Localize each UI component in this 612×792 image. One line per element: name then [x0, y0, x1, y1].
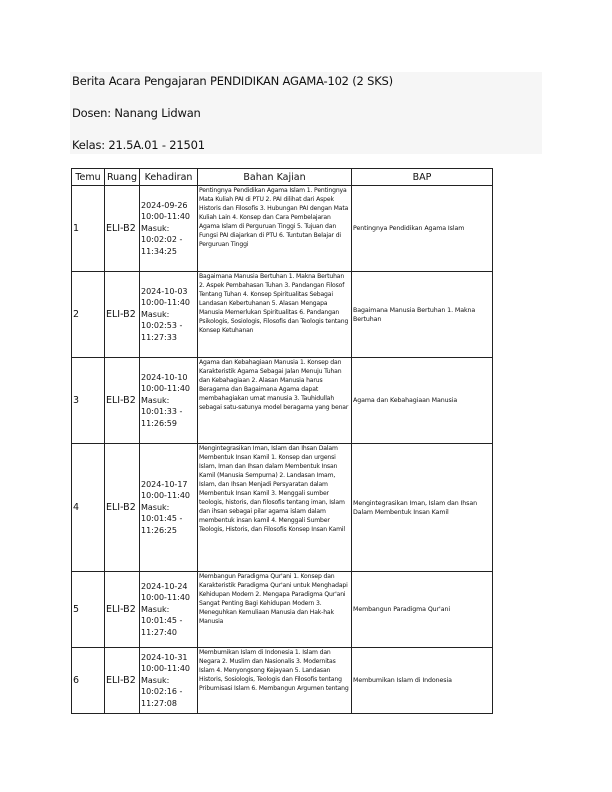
- kehadiran-date: 2024-10-10: [141, 372, 188, 382]
- kehadiran-out: 11:26:59: [141, 418, 177, 428]
- cell-ruang: ELI-B2: [105, 444, 140, 572]
- kehadiran-out: 11:26:25: [141, 525, 177, 535]
- kehadiran-slot: 10:00-11:40: [141, 664, 190, 674]
- cell-bahan-kajian: [198, 186, 352, 272]
- kehadiran-in: 10:02:16 -: [141, 687, 183, 697]
- kajian-text: Membangun Paradigma Qur'ani 1. Konsep dan Karakteristik Paradigma Qur'ani untuk Menghadapi Kehidupan Modern 2. Mengapa Paradigma Qur'ani Sangat Penting Bagi Kehidupan Modern 3. Meneguhkan Kemuliaan Manusia dan Hak-hak Manusia: [199, 573, 348, 625]
- cell-bap: Membumikan Islam di Indonesia: [352, 648, 493, 714]
- kajian-text: Pentingnya Pendidikan Agama Islam 1. Pentingnya Mata Kuliah PAI di PTU 2. PAI dilihat dari Aspek Historis dan Filosofis 3. Hubungan PAI dengan Mata Kuliah Lain 4. Konsep dan Cara Pembelajaran Agama Islam di Perguruan Tinggi 5. Tujuan dan Fungsi PAI diajarkan di PTU 6. Tuntutan Belajar di Perguruan Tinggi: [199, 187, 349, 248]
- cell-kehadiran: [140, 186, 198, 272]
- kehadiran-in: 10:02:53 -: [141, 321, 183, 331]
- cell-ruang: ELI-B2: [105, 572, 140, 648]
- kehadiran-label: Masuk:: [141, 309, 170, 319]
- cell-temu: 5: [72, 572, 105, 648]
- column-header-kehadiran: Kehadiran: [140, 169, 198, 186]
- kehadiran-label: Masuk:: [141, 502, 170, 512]
- cell-bahan-kajian: [198, 648, 352, 714]
- kehadiran-label: Masuk:: [141, 675, 170, 685]
- column-header-temu: Temu: [72, 169, 105, 186]
- table-row: [72, 648, 493, 714]
- kehadiran-out: 11:27:08: [141, 698, 177, 708]
- cell-ruang: ELI-B2: [105, 186, 140, 272]
- table-row: [72, 186, 493, 272]
- kehadiran-out: 11:27:40: [141, 627, 177, 637]
- table-row: [72, 272, 493, 358]
- kehadiran-slot: 10:00-11:40: [141, 384, 190, 394]
- kehadiran-date: 2024-10-31: [141, 652, 188, 662]
- cell-kehadiran: [140, 272, 198, 358]
- cell-bahan-kajian: [198, 358, 352, 444]
- column-header-bahan-kajian: Bahan Kajian: [198, 169, 352, 186]
- table-row: [72, 444, 493, 572]
- column-header-ruang: Ruang: [105, 169, 140, 186]
- cell-bahan-kajian: [198, 572, 352, 648]
- table-row: [72, 572, 493, 648]
- cell-bahan-kajian: [198, 272, 352, 358]
- cell-ruang: ELI-B2: [105, 358, 140, 444]
- cell-bap: Agama dan Kebahagiaan Manusia: [352, 358, 493, 444]
- kehadiran-in: 10:01:45 -: [141, 616, 183, 626]
- cell-temu: 4: [72, 444, 105, 572]
- cell-kehadiran: [140, 572, 198, 648]
- kehadiran-slot: 10:00-11:40: [141, 593, 190, 603]
- cell-kehadiran: [140, 358, 198, 444]
- kehadiran-label: Masuk:: [141, 223, 170, 233]
- kehadiran-out: 11:27:33: [141, 332, 177, 342]
- cell-bap: Pentingnya Pendidikan Agama Islam: [352, 186, 493, 272]
- class-line: Kelas: 21.5A.01 - 21501: [72, 138, 205, 152]
- table-row: [72, 358, 493, 444]
- document-title: Berita Acara Pengajaran PENDIDIKAN AGAMA-102 (2 SKS): [72, 74, 393, 88]
- kehadiran-slot: 10:00-11:40: [141, 212, 190, 222]
- kehadiran-slot: 10:00-11:40: [141, 491, 190, 501]
- cell-temu: 1: [72, 186, 105, 272]
- kehadiran-date: 2024-09-26: [141, 200, 188, 210]
- cell-ruang: ELI-B2: [105, 648, 140, 714]
- kehadiran-slot: 10:00-11:40: [141, 298, 190, 308]
- column-header-bap: BAP: [352, 169, 493, 186]
- lecturer-line: Dosen: Nanang Lidwan: [72, 106, 201, 120]
- cell-kehadiran: [140, 648, 198, 714]
- kehadiran-label: Masuk:: [141, 604, 170, 614]
- attendance-table: [71, 168, 493, 714]
- kehadiran-date: 2024-10-17: [141, 479, 188, 489]
- cell-kehadiran: [140, 444, 198, 572]
- kehadiran-in: 10:02:02 -: [141, 235, 183, 245]
- cell-ruang: ELI-B2: [105, 272, 140, 358]
- kajian-text: Bagaimana Manusia Bertuhan 1. Makna Bertuhan 2. Aspek Pembahasan Tuhan 3. Pandangan Filosof Tentang Tuhan 4. Konsep Spiritualitas Sebagai Landasan Kebertuhanan 5. Alasan Mengapa Manusia Memerlukan Spiritualitas 6. Pandangan Psikologis, Sosiologis, Filosofis dan Teologis tentang Konsep Ketuhanan: [199, 273, 349, 334]
- cell-temu: 2: [72, 272, 105, 358]
- kehadiran-date: 2024-10-24: [141, 581, 188, 591]
- kehadiran-in: 10:01:33 -: [141, 407, 183, 417]
- table-header-row: [72, 169, 493, 186]
- cell-temu: 6: [72, 648, 105, 714]
- kehadiran-label: Masuk:: [141, 395, 170, 405]
- cell-bap: Bagaimana Manusia Bertuhan 1. Makna Bertuhan: [352, 272, 493, 358]
- cell-bap: Membangun Paradigma Qur'ani: [352, 572, 493, 648]
- kehadiran-in: 10:01:45 -: [141, 514, 183, 524]
- cell-bahan-kajian: [198, 444, 352, 572]
- kajian-text: Membumikan Islam di Indonesia 1. Islam dan Negara 2. Muslim dan Nasionalis 3. Modernitas Islam 4. Menyongsong Kejayaan 5. Landasan Historis, Sosiologis, Teologis dan Filosofis tentang Pribumisasi Islam 6. Membangun Argumen tentang: [199, 649, 349, 692]
- kehadiran-out: 11:34:25: [141, 246, 177, 256]
- kajian-text: Mengintegrasikan Iman, Islam dan Ihsan Dalam Membentuk Insan Kamil 1. Konsep dan urgensi Islam, Iman dan Ihsan dalam Membentuk Insan Kamil (Manusia Sempurna) 2. Landasan Imam, Islam, dan Ihsan Menjadi Persyaratan dalam Membentuk Insan Kamil 3. Menggali sumber teologis, historis, dan filosofis tentang iman, Islam dan ihsan sebagai pilar agama islam dalam membentuk insan kamil 4. Menggali Sumber Teologis, Historis, dan Filosofis Konsep Insan Kamil: [199, 445, 345, 533]
- cell-temu: 3: [72, 358, 105, 444]
- cell-bap: Mengintegrasikan Iman, Islam dan Ihsan Dalam Membentuk Insan Kamil: [352, 444, 493, 572]
- kehadiran-date: 2024-10-03: [141, 286, 188, 296]
- kajian-text: Agama dan Kebahagiaan Manusia 1. Konsep dan Karakteristik Agama Sebagai Jalan Menuju Tuhan dan Kebahagiaan 2. Alasan Manusia harus Beragama dan Bagaimana Agama dapat membahagiakan umat manusia 3. Tauhidullah sebagai satu-satunya model beragama yang benar: [199, 359, 349, 411]
